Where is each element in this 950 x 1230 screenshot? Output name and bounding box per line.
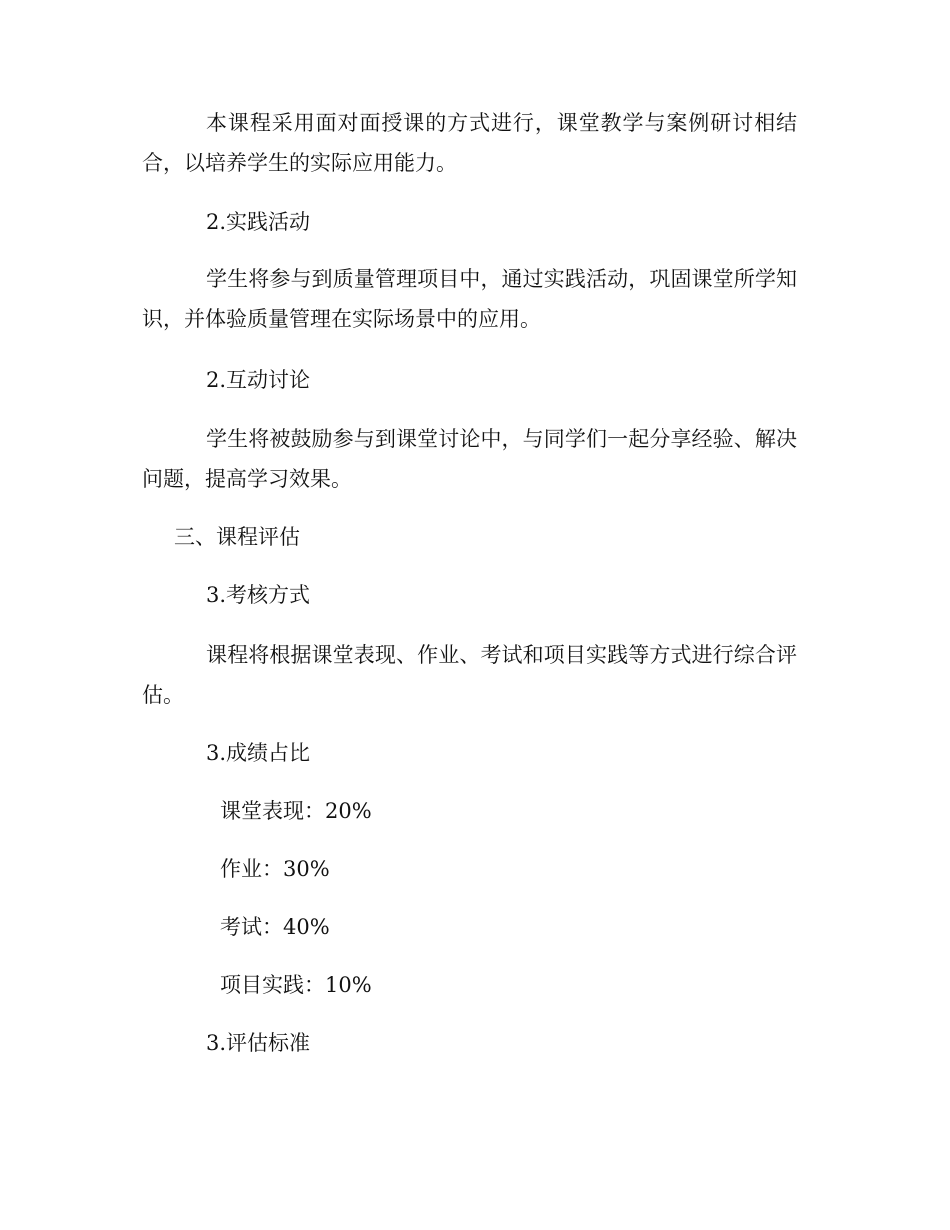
heading-criteria: 3.评估标准 (206, 1031, 311, 1055)
grading-item-exam: 考试：40% (220, 915, 330, 939)
grading-item-classroom: 课堂表现：20% (220, 799, 372, 823)
heading-discussion: 2.互动讨论 (206, 368, 311, 392)
paragraph-assessment: 课程将根据课堂表现、作业、考试和项目实践等方式进行综合评估。 (142, 643, 797, 707)
grading-item-project: 项目实践：10% (220, 973, 372, 997)
paragraph-delivery: 本课程采用面对面授课的方式进行，课堂教学与案例研讨相结合，以培养学生的实际应用能力。 (142, 111, 797, 175)
heading-grading: 3.成绩占比 (206, 741, 311, 765)
heading-assessment: 3.考核方式 (206, 583, 311, 607)
paragraph-practice: 学生将参与到质量管理项目中，通过实践活动，巩固课堂所学知识，并体验质量管理在实际场景中的应用。 (142, 267, 797, 331)
section-evaluation: 三、课程评估 (174, 525, 300, 549)
heading-practice: 2.实践活动 (206, 210, 311, 234)
paragraph-discussion: 学生将被鼓励参与到课堂讨论中，与同学们一起分享经验、解决问题，提高学习效果。 (142, 427, 797, 491)
grading-item-homework: 作业：30% (220, 857, 330, 881)
